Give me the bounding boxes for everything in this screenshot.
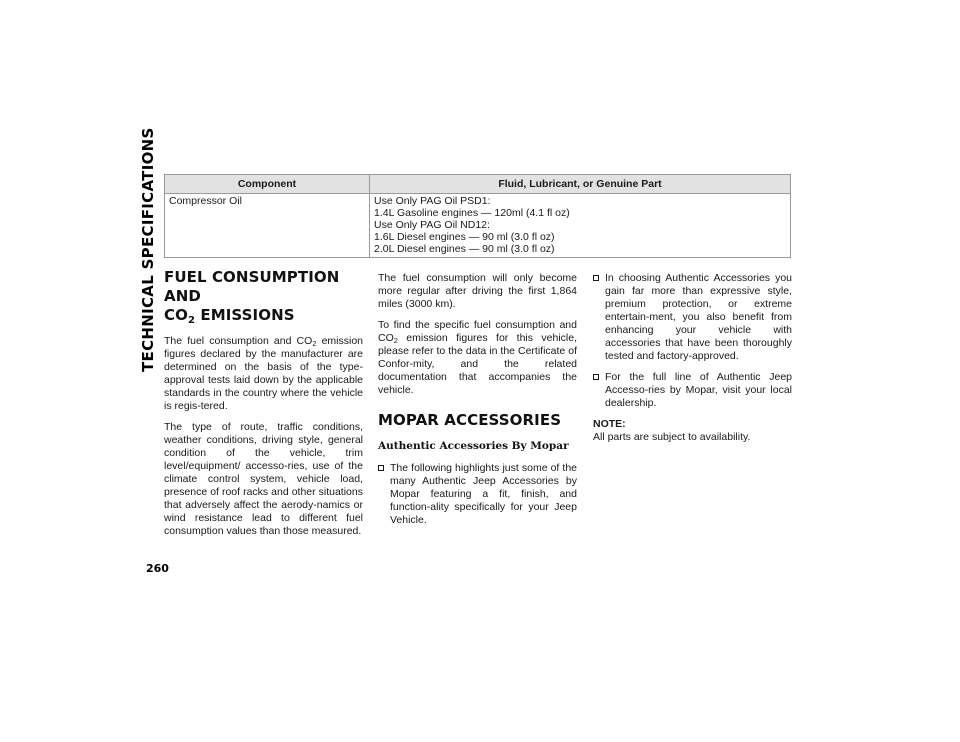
bullet-item [593,371,792,410]
column-left [164,268,363,546]
mopar-heading: MOPAR ACCESSORIES [378,411,562,429]
bullet-text: The following highlights just some of the many Authentic Jeep Accessories by Mopar featuring a fit, finish, and function-ality specifically for your Jeep Vehicle. [390,462,577,526]
mopar-subheading: Authentic Accessories By Mopar [378,440,569,452]
bullet-text: For the full line of Authentic Jeep Accesso-ries by Mopar, visit your local dealership. [605,371,792,409]
fluid-line: 1.6L Diesel engines — 90 ml (3.0 fl oz) [374,231,555,243]
text-run: To find the specific fuel consumption and CO [378,319,577,344]
column-header-component: Component [165,175,370,194]
column-header-fluid: Fluid, Lubricant, or Genuine Part [370,175,791,194]
fuel-heading [164,268,363,325]
fuel-paragraph-2: The type of route, traffic conditions, weather conditions, driving style, general condition of the vehicle, trim level/equipment/ accesso-ries, use of the climate control system, vehicle load, presence of roof racks and other situations that adversely affect the aerody-namics or wind resistance lead to different fuel consumption values than those measured. [164,421,363,537]
checkbox-bullet-icon [593,374,599,380]
text-run: emission figures for this vehicle, please refer to the data in the Certificate of Confor-mity, and the related documentation that accompanies the vehicle. [378,332,577,396]
fluid-line: Use Only PAG Oil PSD1: [374,195,491,207]
checkbox-bullet-icon [378,465,384,471]
fuel-paragraph-3: The fuel consumption will only become more regular after driving the first 1,864 miles (3000 km). [378,272,577,310]
bullet-text: In choosing Authentic Accessories you gain far more than expressive style, premium protection, or extreme entertain-ment, you also benefit from enhancing your vehicle with accessories that have been thoroughly tested and factory-approved. [605,272,792,362]
table-header-row [165,175,791,194]
fluid-line: 2.0L Diesel engines — 90 ml (3.0 fl oz) [374,243,555,255]
cell-component: Compressor Oil [165,194,370,258]
bullet-item [378,462,577,527]
fuel-paragraph-1 [164,335,363,413]
checkbox-bullet-icon [593,275,599,281]
section-tab: TECHNICAL SPECIFICATIONS [139,127,157,372]
text-run: The fuel consumption and CO [164,335,313,347]
fluid-line: 1.4L Gasoline engines — 120ml (4.1 fl oz) [374,207,570,219]
subscript: 2 [312,339,317,348]
fluid-table [164,174,791,258]
fuel-heading-rest: EMISSIONS [195,306,295,324]
table-row [165,194,791,258]
cell-fluid [370,194,791,258]
fuel-heading-co: CO [164,306,188,324]
fuel-heading-subscript: 2 [187,315,196,326]
column-right [593,272,792,444]
column-middle [378,272,577,535]
page-number: 260 [146,562,169,575]
text-run: emission figures declared by the manufacturer are determined on the basis of the type-approval tests laid down by the applicable standards in the country where the vehicle is regis-tered. [164,335,363,412]
fluid-line: Use Only PAG Oil ND12: [374,219,490,231]
subscript: 2 [393,336,398,345]
note-text: All parts are subject to availability. [593,431,751,443]
bullet-item [593,272,792,363]
note-label: NOTE: [593,418,626,430]
fuel-paragraph-4 [378,319,577,397]
fuel-heading-line1: FUEL CONSUMPTION AND [164,268,340,305]
